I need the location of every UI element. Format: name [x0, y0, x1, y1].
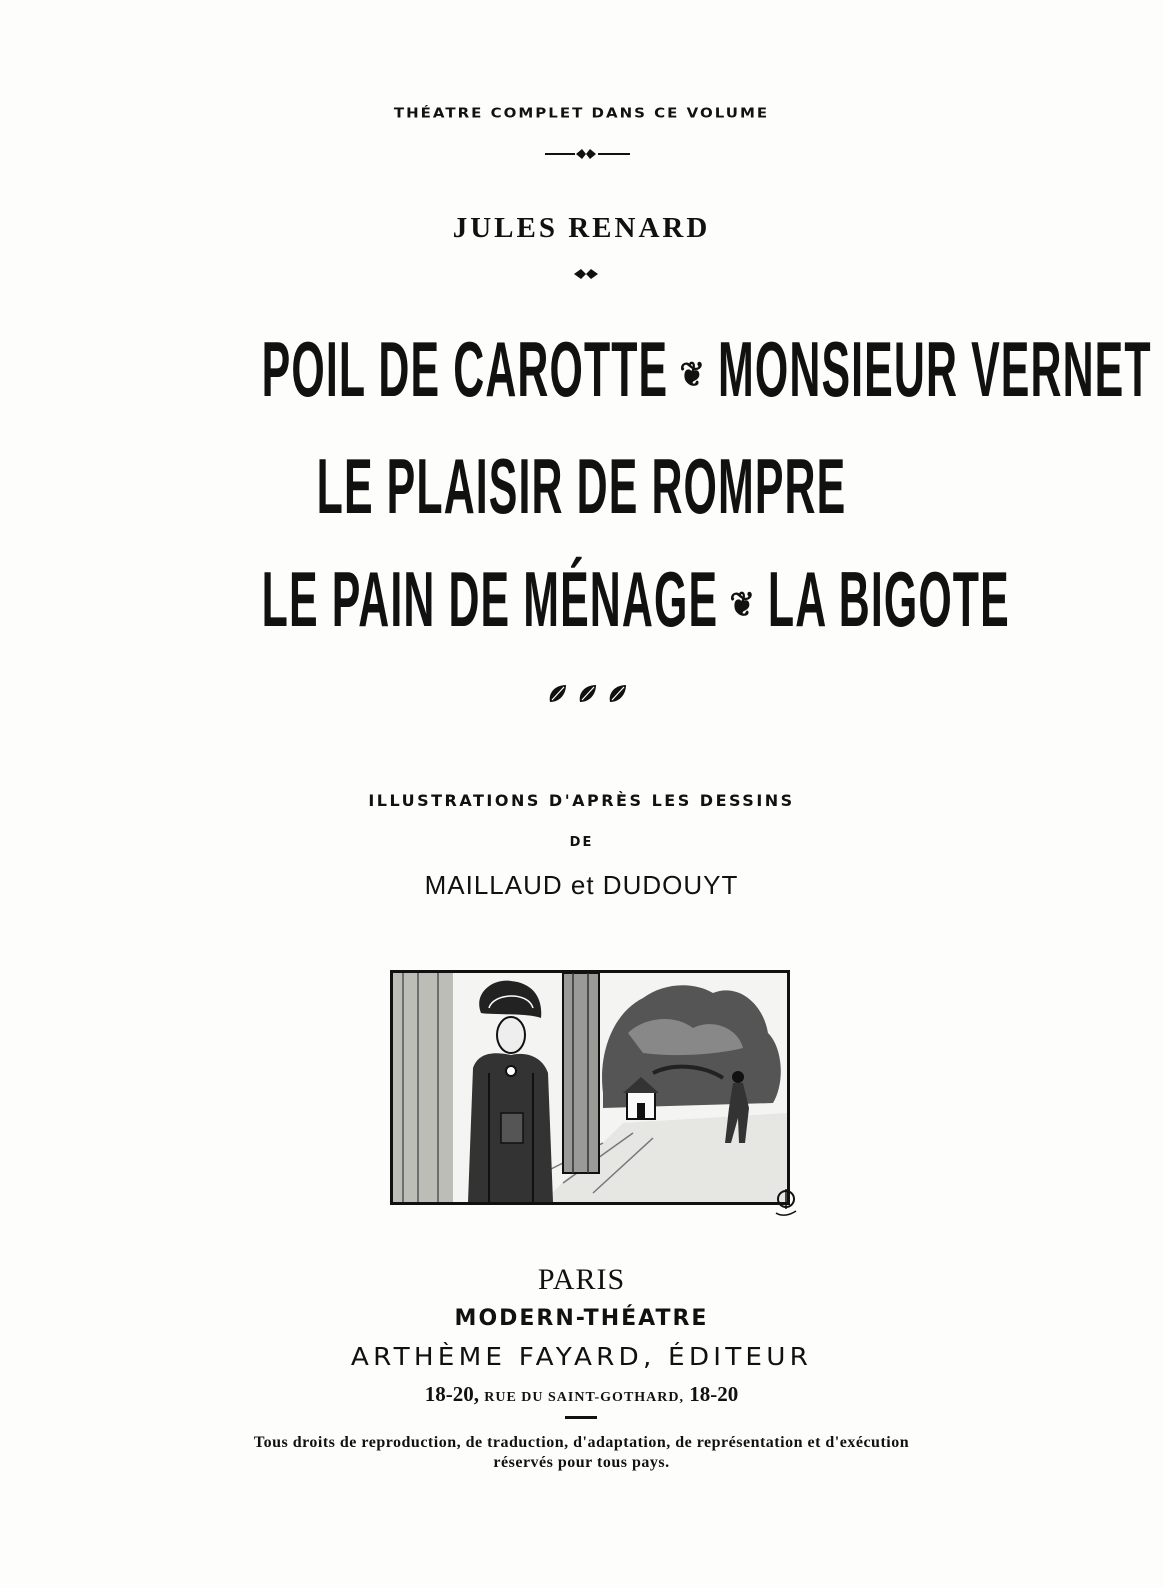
leaf-icon: ❦: [729, 586, 757, 625]
rights-line-2: réservés pour tous pays.: [493, 1454, 670, 1471]
title-le-pain-de-menage: LE PAIN DE MÉNAGE: [261, 555, 719, 643]
divider: [565, 1416, 597, 1419]
imprint-house: MODERN-THÉATRE: [454, 1306, 709, 1331]
address-street: RUE DU SAINT-GOTHARD,: [484, 1390, 685, 1405]
artists-names: MAILLAUD et DUDOUYT: [424, 870, 739, 900]
ornament-diamond-icon: [574, 148, 598, 160]
city: PARIS: [537, 1263, 626, 1296]
title-la-bigote: LA BIGOTE: [767, 555, 1010, 643]
title-line-2: [262, 442, 902, 530]
publisher-address: [0, 1382, 1163, 1407]
title-poil-de-carotte: POIL DE CAROTTE: [261, 325, 669, 413]
author-name: JULES RENARD: [452, 212, 711, 244]
title-line-1: [261, 325, 1152, 414]
address-number-2: 18-20: [689, 1382, 739, 1406]
address-number-1: 18-20,: [424, 1382, 479, 1406]
leaf-icon: ❦: [679, 356, 707, 395]
publisher: ARTHÈME FAYARD, ÉDITEUR: [350, 1342, 813, 1371]
title-le-plaisir-de-rompre: LE PLAISIR DE ROMPRE: [316, 442, 847, 530]
vignette-illustration: [390, 970, 790, 1205]
ornament-small-icon: [572, 268, 600, 280]
title-line-3: [261, 555, 1010, 644]
series-heading: THÉATRE COMPLET DANS CE VOLUME: [393, 104, 770, 122]
illustrations-credit: ILLUSTRATIONS D'APRÈS LES DESSINS: [368, 791, 795, 810]
artist-monogram-icon: [768, 1185, 800, 1219]
credit-de: DE: [569, 835, 594, 850]
rights-notice: [0, 1433, 1163, 1473]
rights-line-1: Tous droits de reproduction, de traduction, d'adaptation, de représentation et d'exécution: [253, 1434, 910, 1451]
three-leaves-ornament-icon: [546, 682, 636, 706]
title-monsieur-vernet: MONSIEUR VERNET: [718, 325, 1152, 413]
